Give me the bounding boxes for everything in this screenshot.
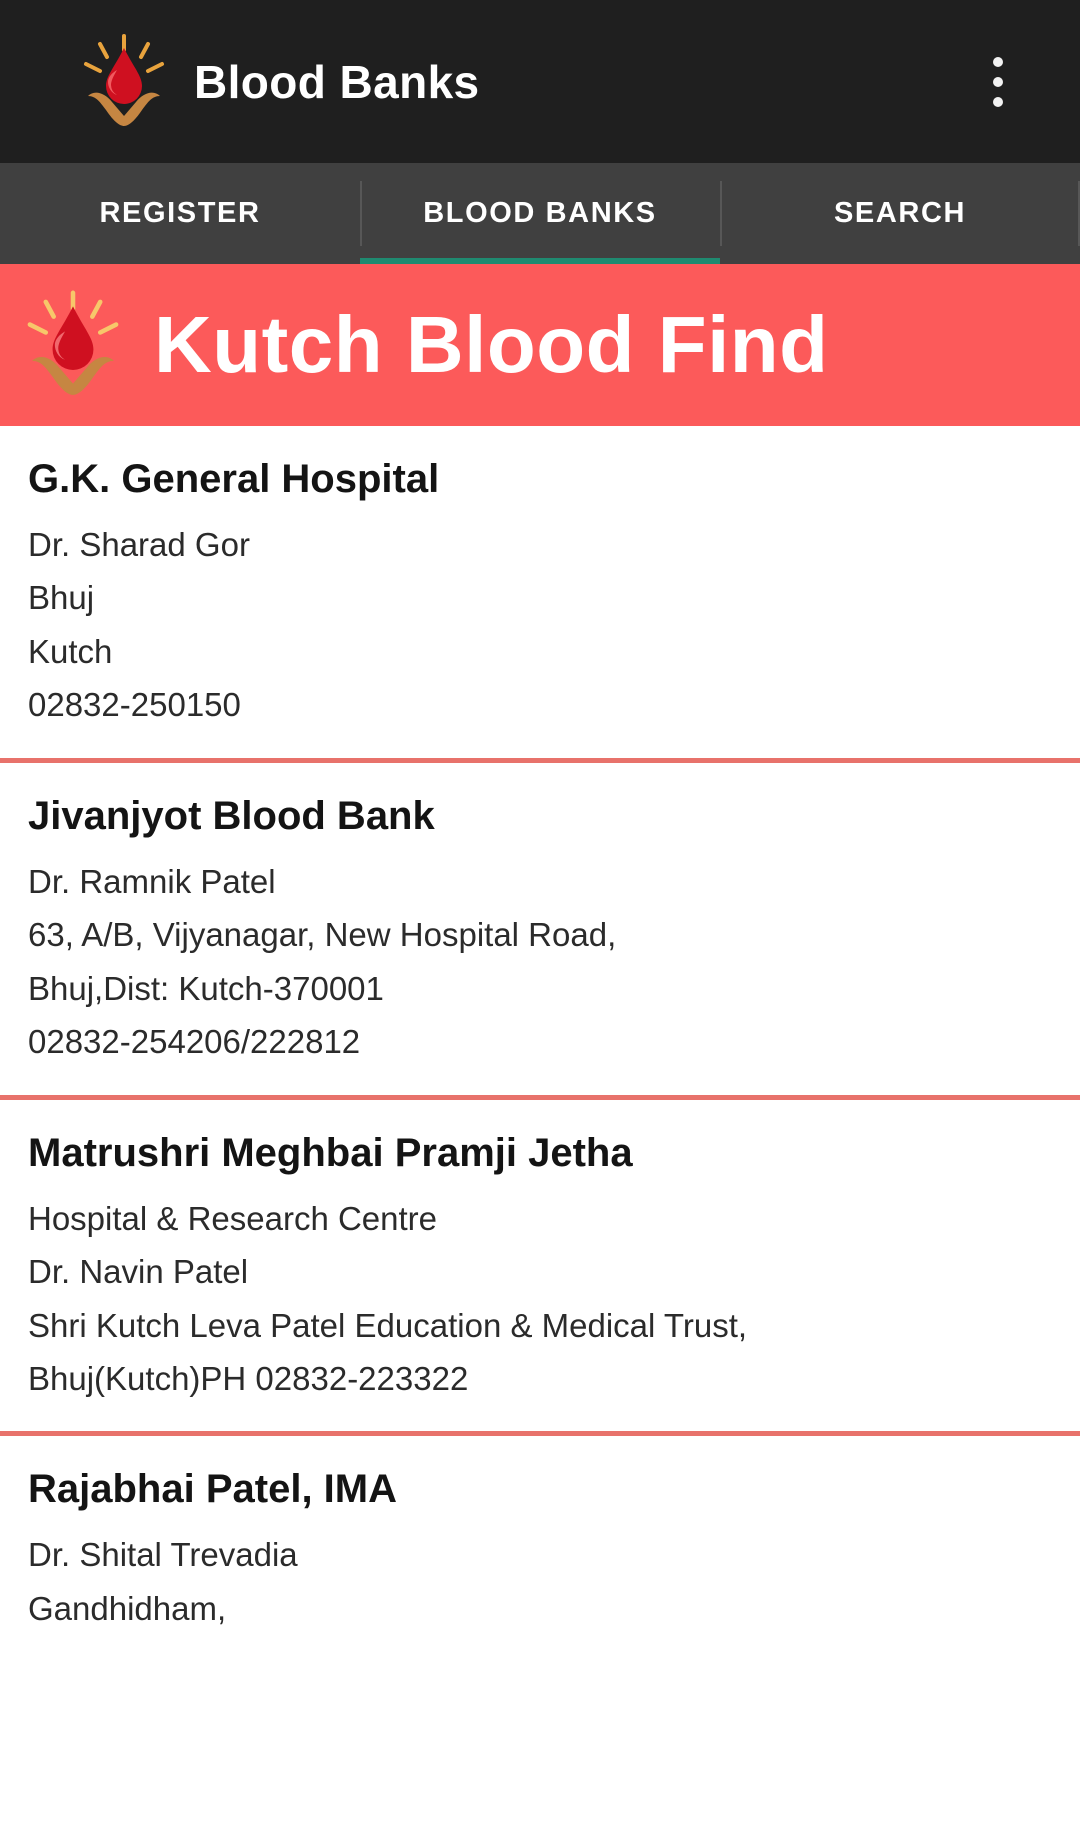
bank-phone: 02832-250150: [28, 686, 241, 724]
bank-name: G.K. General Hospital: [28, 457, 440, 501]
bank-detail-line: Bhuj,Dist: Kutch-370001: [28, 969, 384, 1007]
tab-register[interactable]: [0, 163, 360, 264]
bank-detail-line: Dr. Sharad Gor: [28, 526, 250, 563]
bank-name: Rajabhai Patel, IMA: [28, 1467, 397, 1512]
blood-drop-in-hands-icon: [72, 30, 176, 134]
bank-detail-line: Dr. Ramnik Patel: [28, 862, 276, 900]
list-item[interactable]: [0, 1100, 1080, 1437]
tab-bar: [0, 163, 1080, 264]
app-bar: [0, 0, 1080, 163]
bank-name: Matrushri Meghbai Pramji Jetha: [28, 1130, 633, 1175]
bank-name: Jivanjyot Blood Bank: [28, 793, 435, 838]
bank-phone: Bhuj(Kutch)PH 02832-223322: [28, 1359, 469, 1397]
bank-detail-line: Dr. Navin Patel: [28, 1253, 249, 1291]
banner-blood-drop-in-hands-icon: [14, 286, 132, 404]
tab-search[interactable]: [720, 163, 1080, 264]
bank-detail-line: Bhuj: [28, 579, 95, 617]
bank-detail-line: 63, A/B, Vijyanagar, New Hospital Road,: [28, 916, 617, 954]
bank-detail-line: Hospital & Research Centre: [28, 1199, 438, 1237]
blood-bank-list: [0, 426, 1080, 1661]
tab-search-label: SEARCH: [833, 197, 967, 229]
page-title: Blood Banks: [194, 55, 480, 108]
banner-title: Kutch Blood Find: [154, 300, 829, 389]
bank-detail-line: Gandhidham,: [28, 1589, 227, 1627]
list-item[interactable]: [0, 763, 1080, 1100]
tab-register-label: REGISTER: [99, 197, 261, 229]
list-item[interactable]: [0, 1436, 1080, 1661]
list-item[interactable]: [0, 426, 1080, 763]
tab-blood-banks[interactable]: [360, 163, 720, 264]
app-banner: [0, 264, 1080, 426]
bank-detail-line: Dr. Shital Trevadia: [28, 1536, 298, 1574]
bank-detail-line: Shri Kutch Leva Patel Education & Medical Trust,: [28, 1306, 748, 1344]
bank-phone: 02832-254206/222812: [28, 1023, 361, 1061]
overflow-menu-icon[interactable]: [970, 34, 1026, 130]
bank-detail-line: Kutch: [28, 632, 113, 670]
tab-blood-banks-label: BLOOD BANKS: [423, 197, 657, 229]
